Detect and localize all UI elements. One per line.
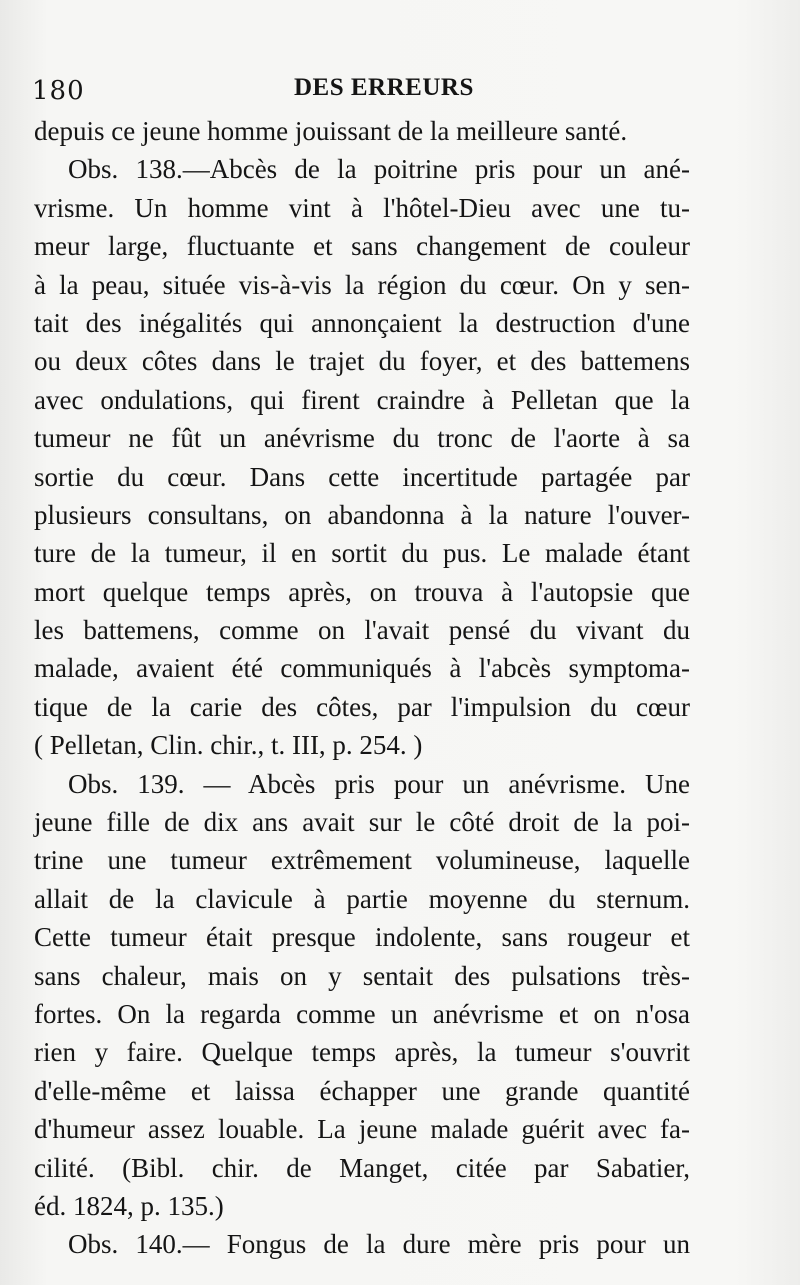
page-number: 180 xyxy=(32,76,85,106)
text-line: meur large, fluctuante et sans changement de couleur xyxy=(34,231,690,262)
text-line: tique de la carie des côtes, par l'impulsion du cœur xyxy=(34,691,690,722)
page-body-text xyxy=(34,112,690,1264)
text-line: tumeur ne fût un anévrisme du tronc de l'aorte à sa xyxy=(34,423,690,454)
running-head: DES ERREURS xyxy=(294,74,474,101)
text-line: éd. 1824, p. 135.) xyxy=(34,1190,224,1221)
text-line: jeune fille de dix ans avait sur le côté droit de la poi- xyxy=(34,807,690,838)
text-line: Obs. 138.—Abcès de la poitrine pris pour un ané- xyxy=(68,154,690,185)
text-line: sans chaleur, mais on y sentait des pulsations très- xyxy=(34,960,690,991)
text-line: Cette tumeur était presque indolente, sans rougeur et xyxy=(34,922,690,953)
text-line: fortes. On la regarda comme un anévrisme et on n'osa xyxy=(34,998,690,1029)
text-line: sortie du cœur. Dans cette incertitude partagée par xyxy=(34,461,690,492)
text-line: à la peau, située vis-à-vis la région du cœur. On y sen- xyxy=(34,269,690,300)
text-line: mort quelque temps après, on trouva à l'autopsie que xyxy=(34,576,690,607)
text-line: Obs. 140.— Fongus de la dure mère pris pour un xyxy=(68,1229,690,1260)
text-line: cilité. (Bibl. chir. de Manget, citée par Sabatier, xyxy=(34,1152,690,1183)
text-line: malade, avaient été communiqués à l'abcès symptoma- xyxy=(34,653,690,684)
text-line: ( Pelletan, Clin. chir., t. III, p. 254. ) xyxy=(34,730,423,761)
page-header xyxy=(32,68,752,108)
text-line: ture de la tumeur, il en sortit du pus. Le malade étant xyxy=(34,538,690,569)
text-line: tait des inégalités qui annonçaient la destruction d'une xyxy=(34,307,690,338)
text-line: depuis ce jeune homme jouissant de la meilleure santé. xyxy=(34,116,628,146)
text-line: rien y faire. Quelque temps après, la tumeur s'ouvrit xyxy=(34,1037,690,1068)
text-line: d'elle-même et laissa échapper une grande quantité xyxy=(34,1075,690,1106)
text-line: Obs. 139. — Abcès pris pour un anévrisme. Une xyxy=(68,768,690,799)
text-line: trine une tumeur extrêmement volumineuse, laquelle xyxy=(34,845,690,876)
text-line: vrisme. Un homme vint à l'hôtel-Dieu avec une tu- xyxy=(34,192,690,223)
text-line: d'humeur assez louable. La jeune malade guérit avec fa- xyxy=(34,1114,690,1145)
text-line: allait de la clavicule à partie moyenne du sternum. xyxy=(34,883,690,914)
text-line: ou deux côtes dans le trajet du foyer, et des battemens xyxy=(34,346,690,377)
text-line: les battemens, comme on l'avait pensé du vivant du xyxy=(34,615,690,646)
text-line: avec ondulations, qui firent craindre à Pelletan que la xyxy=(34,384,690,415)
text-line: plusieurs consultans, on abandonna à la nature l'ouver- xyxy=(34,499,690,530)
